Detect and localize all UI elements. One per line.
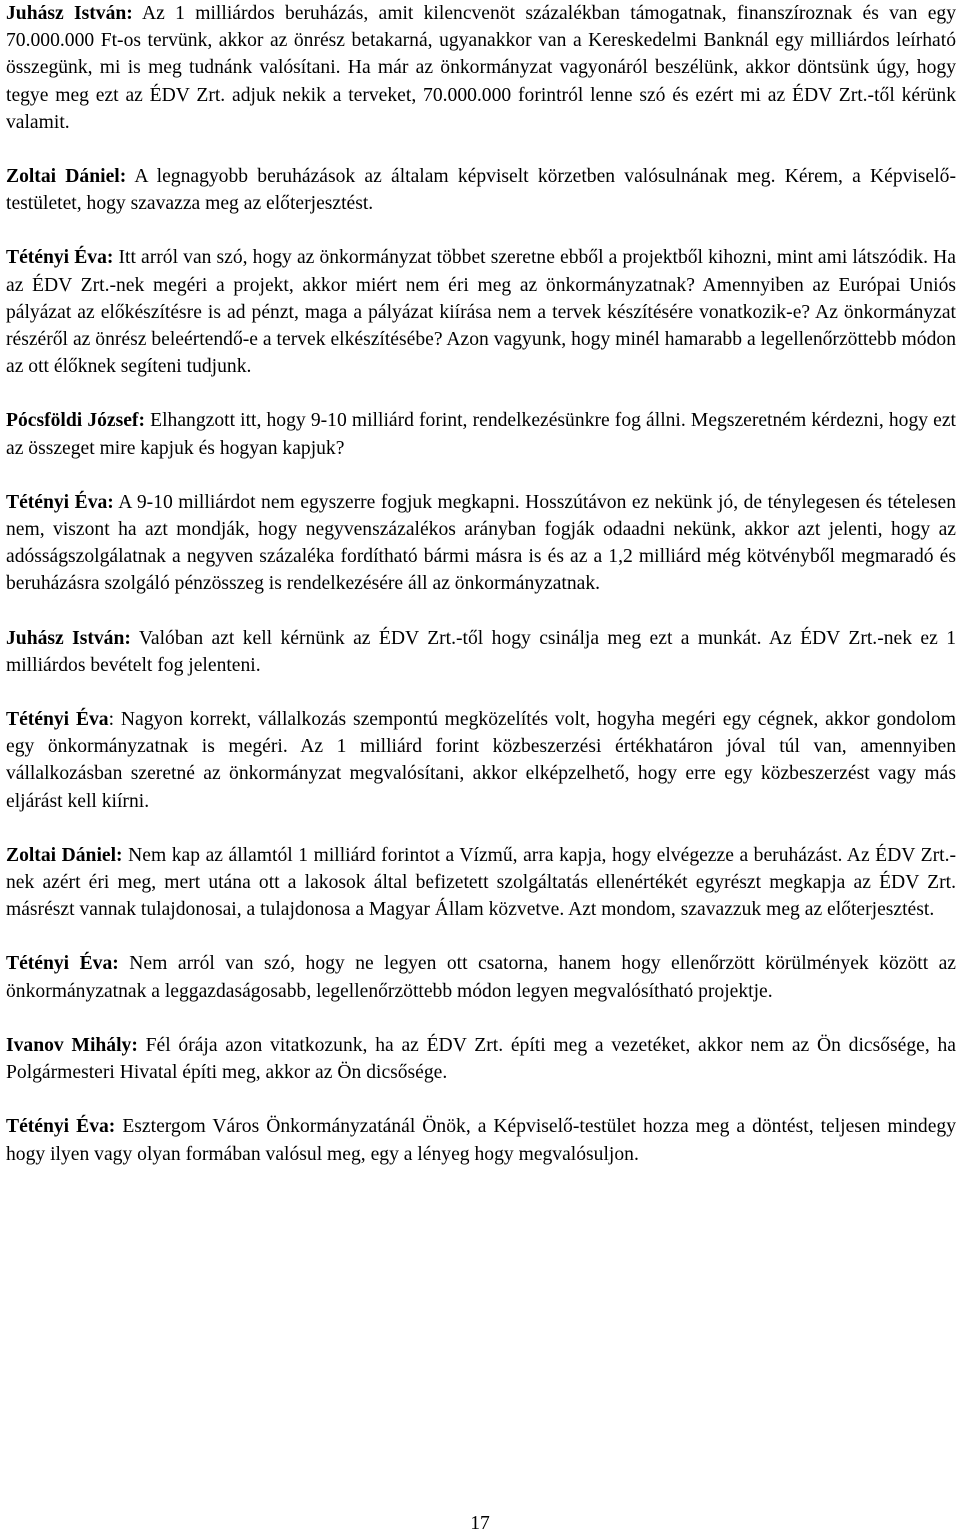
- speaker-name: Zoltai Dániel:: [6, 844, 123, 866]
- paragraph-text: Az 1 milliárdos beruházás, amit kilencvenöt százalékban támogatnak, finanszíroznak és van egy 70.000.000 Ft-os tervünk, akkor az önrész betakarná, ugyanakkor van a Kereskedelmi Banknál egy milliárdos leírható összegünk, mi is meg tudnánk valósítani. Ha már az önkormányzat vagyonáról beszélünk, akkor döntsünk úgy, hogy tegye meg ezt az ÉDV Zrt. adjuk nekik a terveket, 70.000.000 forintról lenne szó és ezért mi az ÉDV Zrt.-től kérünk valamit.: [6, 3, 956, 133]
- paragraph-juhasz-2: [6, 625, 956, 679]
- paragraph-text: Itt arról van szó, hogy az önkormányzat többet szeretne ebből a projektből kihozni, mint ami látszódik. Ha az ÉDV Zrt.-nek megéri a projekt, akkor miért nem éri meg az önkormányzatnak? Amennyiben az Európai Uniós pályázat az előkészítésre is ad pénzt, maga a pályázat kiírása nem a tervek készítésére vonatkozik-e? Az önkormányzat részéről az önrész beleértendő-e a tervek elkészítésébe? Azon vagyunk, hogy minél hamarabb a legellenőrzöttebb módon az ott élőknek segíteni tudjunk.: [6, 247, 956, 378]
- paragraph-text: Valóban azt kell kérnünk az ÉDV Zrt.-től hogy csinálja meg ezt a munkát. Az ÉDV Zrt.-nek ez 1 milliárdos bevételt fog jelenteni.: [6, 627, 956, 676]
- speaker-name: Ivanov Mihály:: [6, 1034, 138, 1056]
- speaker-name: Tétényi Éva:: [6, 953, 119, 975]
- speaker-name: Tétényi Éva: [6, 709, 109, 731]
- paragraph-text: A 9-10 milliárdot nem egyszerre fogjuk megkapni. Hosszútávon ez nekünk jó, de ténylegesen és tételesen nem, viszont ha azt mondják, hogy negyvenszázalékos arányban fogják odaadni nekünk, akkor azt jelenti, hogy az adósságszolgálatnak a negyven százaléka fordítható bármi másra is és az a 1,2 milliárd még kötvényből megmaradó és beruházásra szolgáló pénzösszeg is rendelkezésére áll az önkormányzatnak.: [6, 491, 956, 595]
- paragraph-text: Nem arról van szó, hogy ne legyen ott csatorna, hanem hogy ellenőrzött körülmények között az önkormányzatnak a leggazdaságosabb, legellenőrzöttebb módon legyen megvalósítható projektje.: [6, 953, 956, 1002]
- paragraph-juhasz-1: [6, 0, 956, 136]
- paragraph-pocsfoldi-1: [6, 407, 956, 461]
- paragraph-tetenyi-2: [6, 489, 956, 598]
- speaker-name: Juhász István:: [6, 3, 133, 24]
- speaker-name: Tétényi Éva:: [6, 247, 114, 269]
- paragraph-text: Esztergom Város Önkormányzatánál Önök, a Képviselő-testület hozza meg a döntést, teljesen mindegy hogy ilyen vagy olyan formában valósul meg, egy a lényeg hogy megvalósuljon.: [6, 1116, 957, 1165]
- paragraph-tetenyi-5: [6, 1113, 956, 1167]
- paragraph-text: : Nagyon korrekt, vállalkozás szempontú megközelítés volt, hogyha megéri egy cégnek, akkor gondolom egy önkormányzatnak is megéri. Az 1 milliárd forint közbeszerzési értékhatáron jóval túl van, amennyiben vállalkozásban szeretné az önkormányzat megvalósítani, akkor elképzelhető, hogy erre egy közbeszerzést vagy más eljárást kell kiírni.: [6, 709, 956, 812]
- speaker-name: Zoltai Dániel:: [6, 166, 127, 188]
- speaker-name: Pócsföldi József:: [6, 410, 145, 432]
- speaker-name: Tétényi Éva:: [6, 491, 114, 513]
- paragraph-text: A legnagyobb beruházások az általam képviselt körzetben valósulnának meg. Kérem, a Képviselő-testületet, hogy szavazza meg az előterjesztést.: [6, 166, 956, 215]
- paragraph-zoltai-1: [6, 163, 956, 217]
- paragraph-text: Elhangzott itt, hogy 9-10 milliárd forint, rendelkezésünkre fog állni. Megszeretném kérdezni, hogy ezt az összeget mire kapjuk és hogyan kapjuk?: [6, 410, 957, 459]
- paragraph-zoltai-2: [6, 842, 956, 924]
- page-number: 17: [470, 1513, 490, 1534]
- speaker-name: Tétényi Éva:: [6, 1116, 116, 1138]
- document-page: [6, 0, 956, 1195]
- speaker-name: Juhász István:: [6, 627, 131, 649]
- paragraph-text: Nem kap az államtól 1 milliárd forintot a Vízmű, arra kapja, hogy elvégezze a beruházást. Az ÉDV Zrt.-nek azért éri meg, mert utána ott a lakosok által befizetett szolgáltatás ellenértékét egyrészt megkapja az ÉDV Zrt. másrészt vannak tulajdonosai, a tulajdonosa a Magyar Állam közvetve. Azt mondom, szavazzuk meg az előterjesztést.: [6, 844, 956, 921]
- paragraph-tetenyi-1: [6, 244, 956, 380]
- paragraph-ivanov-1: [6, 1032, 956, 1086]
- paragraph-text: Fél órája azon vitatkozunk, ha az ÉDV Zrt. építi meg a vezetéket, akkor nem az Ön dicsősége, ha Polgármesteri Hivatal építi meg, akkor az Ön dicsősége.: [6, 1034, 956, 1084]
- paragraph-tetenyi-3: [6, 706, 956, 815]
- paragraph-tetenyi-4: [6, 950, 956, 1004]
